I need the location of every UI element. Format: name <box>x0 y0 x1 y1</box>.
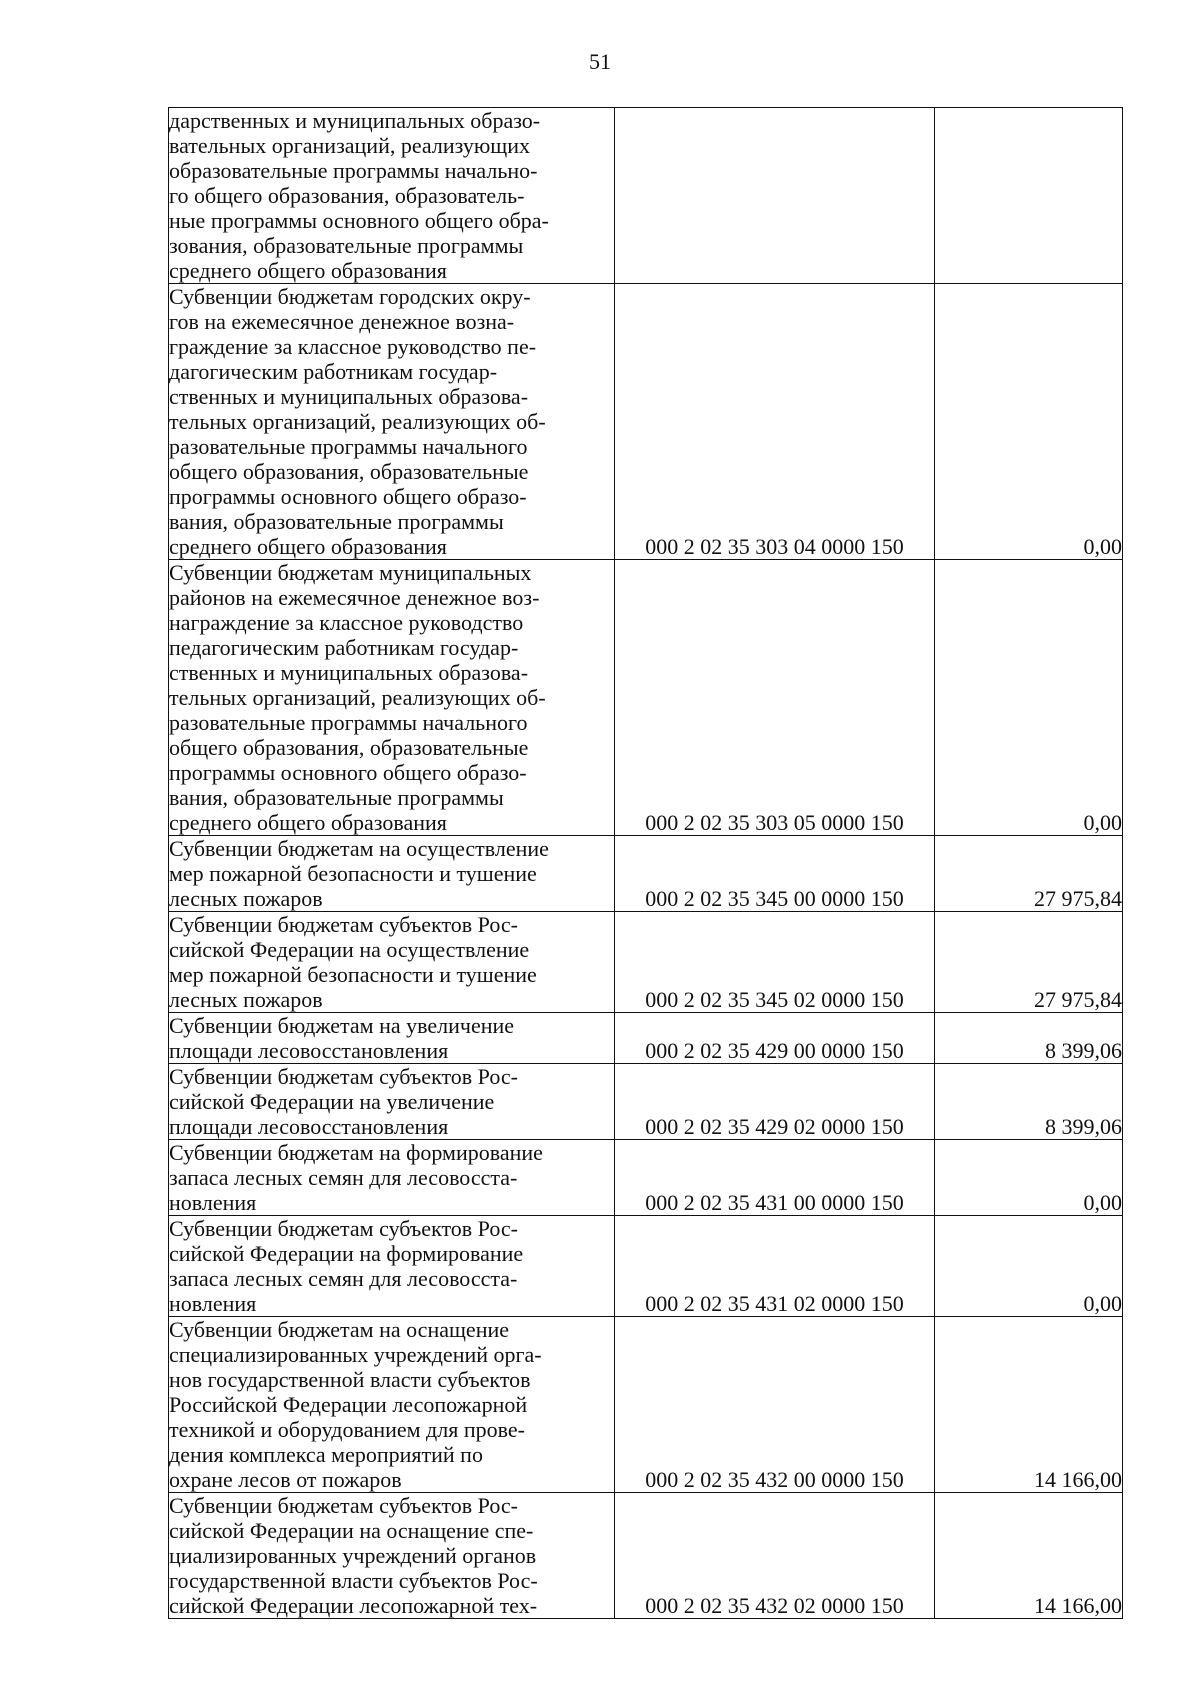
amount-cell: 27 975,84 <box>935 912 1123 1013</box>
revenue-name-line: сийской Федерации на оснащение спе- <box>169 1518 534 1543</box>
revenue-name-line: Субвенции бюджетам муниципальных <box>169 560 532 585</box>
table-row <box>169 1064 1123 1140</box>
revenue-name-line: Субвенции бюджетам субъектов Рос- <box>169 1064 519 1089</box>
amount-cell: 0,00 <box>935 284 1123 560</box>
revenue-name-line: педагогическим работникам государ- <box>169 635 519 660</box>
revenue-name-line: сийской Федерации на осуществление <box>169 937 530 962</box>
revenue-name-cell <box>169 1140 615 1216</box>
revenue-name-line: запаса лесных семян для лесовосста- <box>169 1266 518 1291</box>
revenue-name-line: Субвенции бюджетам субъектов Рос- <box>169 1493 519 1518</box>
revenue-name-line: Субвенции бюджетам на оснащение <box>169 1317 510 1342</box>
revenue-name-line: среднего общего образования <box>169 258 447 283</box>
table-row <box>169 836 1123 912</box>
revenue-name-line: образовательные программы начально- <box>169 158 538 183</box>
revenue-name-line: сийской Федерации на формирование <box>169 1241 524 1266</box>
amount-cell: 0,00 <box>935 1216 1123 1317</box>
revenue-name-cell <box>169 1216 615 1317</box>
budget-code-cell: 000 2 02 35 431 02 0000 150 <box>615 1216 935 1317</box>
revenue-name-line: Субвенции бюджетам городских окру- <box>169 284 531 309</box>
revenue-name-line: Субвенции бюджетам на формирование <box>169 1140 543 1165</box>
revenue-name-line: общего образования, образовательные <box>169 735 529 760</box>
revenue-name-line: дения комплекса мероприятий по <box>169 1442 483 1467</box>
table-row <box>169 108 1123 284</box>
revenue-name-line: Субвенции бюджетам на осуществление <box>169 836 549 861</box>
amount-cell: 8 399,06 <box>935 1013 1123 1064</box>
table-row <box>169 912 1123 1013</box>
revenue-name-line: лесных пожаров <box>169 886 323 911</box>
revenue-name-line: сийской Федерации на увеличение <box>169 1089 495 1114</box>
amount-cell: 14 166,00 <box>935 1317 1123 1493</box>
revenue-name-line: мер пожарной безопасности и тушение <box>169 861 537 886</box>
revenue-name-line: площади лесовосстановления <box>169 1114 449 1139</box>
revenue-name-line: тельных организаций, реализующих об- <box>169 685 546 710</box>
revenue-name-cell <box>169 284 615 560</box>
table-body <box>169 108 1123 1619</box>
revenue-name-cell <box>169 1013 615 1064</box>
revenue-name-line: граждение за классное руководство пе- <box>169 334 537 359</box>
revenue-name-line: среднего общего образования <box>169 810 447 835</box>
amount-cell: 0,00 <box>935 1140 1123 1216</box>
revenue-name-line: новления <box>169 1190 257 1215</box>
revenue-name-line: го общего образования, образователь- <box>169 183 525 208</box>
revenue-name-cell <box>169 560 615 836</box>
budget-code-cell <box>615 108 935 284</box>
amount-cell: 27 975,84 <box>935 836 1123 912</box>
table-row <box>169 1317 1123 1493</box>
revenue-name-line: вания, образовательные программы <box>169 785 504 810</box>
revenue-name-line: дагогическим работникам государ- <box>169 359 498 384</box>
budget-code-cell: 000 2 02 35 429 02 0000 150 <box>615 1064 935 1140</box>
budget-code-cell: 000 2 02 35 431 00 0000 150 <box>615 1140 935 1216</box>
revenue-name-line: районов на ежемесячное денежное воз- <box>169 585 540 610</box>
revenue-name-line: Российской Федерации лесопожарной <box>169 1392 528 1417</box>
revenue-name-line: программы основного общего образо- <box>169 760 527 785</box>
revenue-name-line: программы основного общего образо- <box>169 484 527 509</box>
revenue-name-line: Субвенции бюджетам на увеличение <box>169 1013 515 1038</box>
revenue-name-line: зования, образовательные программы <box>169 233 524 258</box>
revenue-name-cell <box>169 1493 615 1619</box>
budget-code-cell: 000 2 02 35 432 00 0000 150 <box>615 1317 935 1493</box>
revenue-name-line: циализированных учреждений органов <box>169 1543 537 1568</box>
table-row <box>169 284 1123 560</box>
amount-cell: 14 166,00 <box>935 1493 1123 1619</box>
revenue-name-line: ственных и муниципальных образова- <box>169 660 529 685</box>
revenue-name-line: разовательные программы начального <box>169 710 528 735</box>
amount-cell: 0,00 <box>935 560 1123 836</box>
revenue-name-line: специализированных учреждений орга- <box>169 1342 542 1367</box>
revenue-name-line: новления <box>169 1291 257 1316</box>
revenue-name-line: тельных организаций, реализующих об- <box>169 409 546 434</box>
revenue-name-cell <box>169 1317 615 1493</box>
revenue-name-line: мер пожарной безопасности и тушение <box>169 962 537 987</box>
revenue-name-line: охране лесов от пожаров <box>169 1467 402 1492</box>
revenue-name-line: площади лесовосстановления <box>169 1038 449 1063</box>
table-row <box>169 1216 1123 1317</box>
amount-cell: 8 399,06 <box>935 1064 1123 1140</box>
revenue-name-line: сийской Федерации лесопожарной тех- <box>169 1593 538 1618</box>
budget-code-cell: 000 2 02 35 432 02 0000 150 <box>615 1493 935 1619</box>
budget-code-cell: 000 2 02 35 345 02 0000 150 <box>615 912 935 1013</box>
revenue-name-cell <box>169 836 615 912</box>
table-row <box>169 1013 1123 1064</box>
revenue-name-line: техникой и оборудованием для прове- <box>169 1417 525 1442</box>
table-row <box>169 1140 1123 1216</box>
revenue-name-line: лесных пожаров <box>169 987 323 1012</box>
budget-code-cell: 000 2 02 35 303 04 0000 150 <box>615 284 935 560</box>
revenue-name-line: общего образования, образовательные <box>169 459 529 484</box>
revenue-name-line: дарственных и муниципальных образо- <box>169 108 541 133</box>
revenue-name-cell <box>169 108 615 284</box>
revenue-name-line: вания, образовательные программы <box>169 509 504 534</box>
table-row <box>169 1493 1123 1619</box>
budget-code-cell: 000 2 02 35 345 00 0000 150 <box>615 836 935 912</box>
budget-code-cell: 000 2 02 35 429 00 0000 150 <box>615 1013 935 1064</box>
revenue-name-line: среднего общего образования <box>169 534 447 559</box>
page-number: 51 <box>589 49 611 74</box>
revenue-name-line: Субвенции бюджетам субъектов Рос- <box>169 912 519 937</box>
revenue-name-line: запаса лесных семян для лесовосста- <box>169 1165 518 1190</box>
revenue-name-line: Субвенции бюджетам субъектов Рос- <box>169 1216 519 1241</box>
revenue-name-line: ные программы основного общего обра- <box>169 208 549 233</box>
revenue-name-line: награждение за классное руководство <box>169 610 524 635</box>
revenue-name-line: гов на ежемесячное денежное возна- <box>169 309 515 334</box>
revenue-name-line: государственной власти субъектов Рос- <box>169 1568 538 1593</box>
revenue-name-line: вательных организаций, реализующих <box>169 133 530 158</box>
revenue-name-line: нов государственной власти субъектов <box>169 1367 531 1392</box>
budget-code-cell: 000 2 02 35 303 05 0000 150 <box>615 560 935 836</box>
revenue-name-cell <box>169 1064 615 1140</box>
budget-revenue-table <box>168 107 1123 1619</box>
revenue-name-cell <box>169 912 615 1013</box>
revenue-name-line: ственных и муниципальных образова- <box>169 384 529 409</box>
table-row <box>169 560 1123 836</box>
revenue-name-line: разовательные программы начального <box>169 434 528 459</box>
amount-cell <box>935 108 1123 284</box>
